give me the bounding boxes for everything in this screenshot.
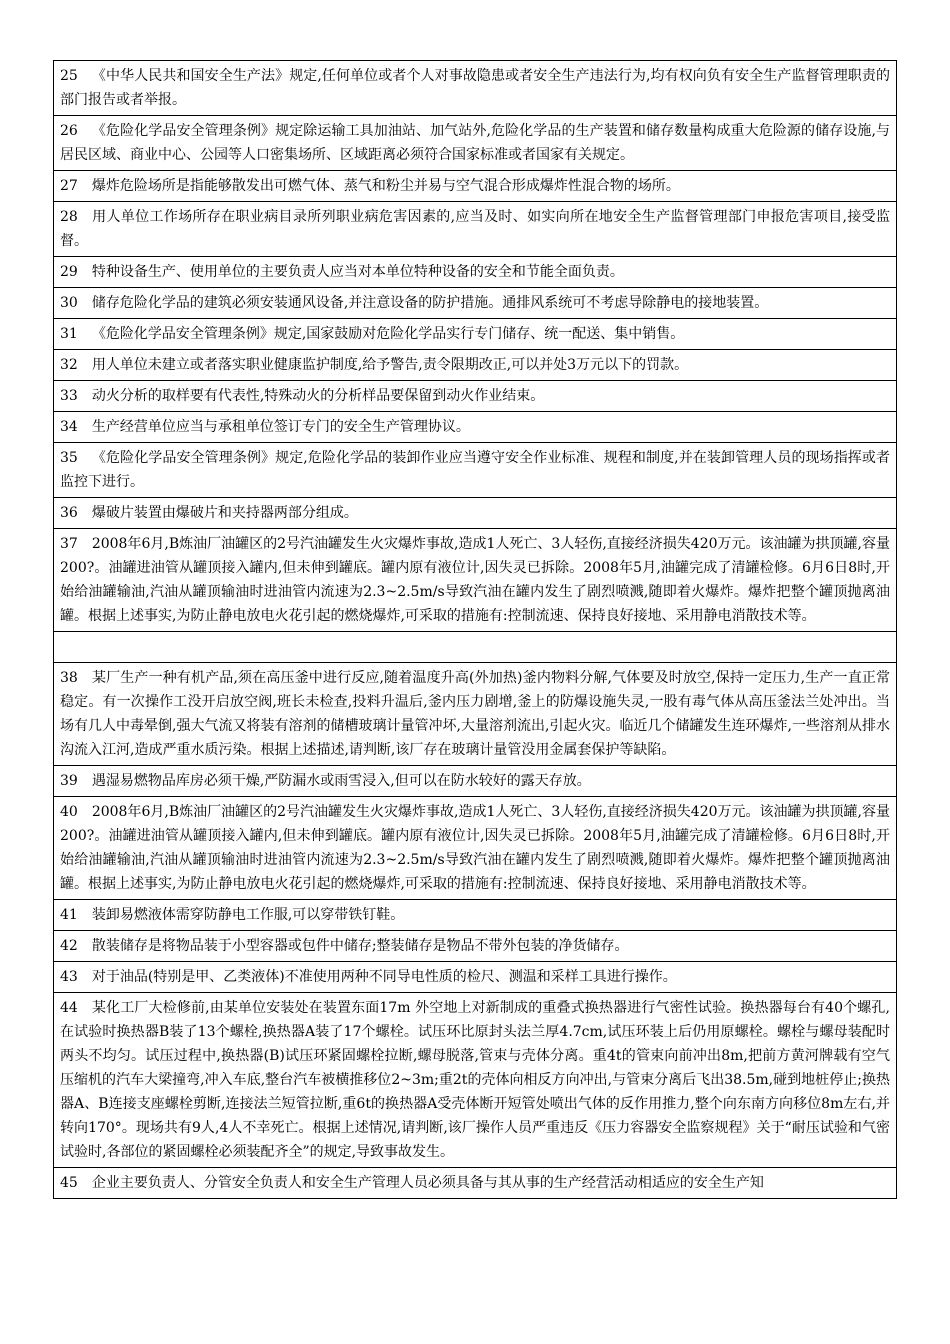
question-row	[54, 766, 897, 797]
question-number: 28	[60, 209, 78, 225]
question-text: 《中华人民共和国安全生产法》规定,任何单位或者个人对事故隐患或者安全生产违法行为,均有权向负有安全生产监督管理职责的部门报告或者举报。	[60, 68, 890, 108]
question-cell	[54, 632, 897, 663]
question-number: 29	[60, 264, 78, 280]
question-number: 43	[60, 969, 78, 985]
question-text: 用人单位工作场所存在职业病目录所列职业病危害因素的,应当及时、如实向所在地安全生产监督管理部门申报危害项目,接受监督。	[60, 209, 890, 249]
question-cell	[54, 350, 897, 381]
question-text: 2008年6月,B炼油厂油罐区的2号汽油罐发生火灾爆炸事故,造成1人死亡、3人轻伤,直接经济损失420万元。该油罐为拱顶罐,容量200?。油罐进油管从罐顶接入罐内,但未伸到罐底。罐内原有液位计,因失灵已拆除。2008年5月,油罐完成了清罐检修。6月6日8时,开始给油罐输油,汽油从罐顶输油时进油管内流速为2.3~2.5m/s导致汽油在罐内发生了剧烈喷溅,随即着火爆炸。爆炸把整个罐顶抛离油罐。根据上述事实,为防止静电放电火花引起的燃烧爆炸,可采取的措施有:控制流速、保持良好接地、采用静电消散技术等。	[60, 804, 890, 892]
question-row	[54, 257, 897, 288]
question-cell	[54, 171, 897, 202]
question-text: 对于油品(特别是甲、乙类液体)不准使用两种不同导电性质的检尺、测温和采样工具进行操作。	[91, 969, 677, 985]
question-cell	[54, 381, 897, 412]
question-cell	[54, 412, 897, 443]
question-cell	[54, 1168, 897, 1199]
question-number: 31	[60, 326, 78, 342]
question-text: 2008年6月,B炼油厂油罐区的2号汽油罐发生火灾爆炸事故,造成1人死亡、3人轻伤,直接经济损失420万元。该油罐为拱顶罐,容量200?。油罐进油管从罐顶接入罐内,但未伸到罐底。罐内原有液位计,因失灵已拆除。2008年5月,油罐完成了清罐检修。6月6日8时,开始给油罐输油,汽油从罐顶输油时进油管内流速为2.3~2.5m/s导致汽油在罐内发生了剧烈喷溅,随即着火爆炸。爆炸把整个罐顶抛离油罐。根据上述事实,为防止静电放电火花引起的燃烧爆炸,可采取的措施有:控制流速、保持良好接地、采用静电消散技术等。	[60, 536, 890, 624]
question-text: 储存危险化学品的建筑必须安装通风设备,并注意设备的防护措施。通排风系统可不考虑导除静电的接地装置。	[91, 295, 769, 311]
question-row	[54, 632, 897, 663]
question-row	[54, 116, 897, 171]
question-cell	[54, 663, 897, 766]
question-row	[54, 412, 897, 443]
question-row	[54, 900, 897, 931]
question-cell	[54, 443, 897, 498]
question-text: 某化工厂大检修前,由某单位安装处在装置东面17m 外空地上对新制成的重叠式换热器进行气密性试验。换热器每台有40个螺孔,在试验时换热器B装了13个螺栓,换热器A装了17个螺栓。试压环比原封头法兰厚4.7cm,试压环装上后仍用原螺栓。螺栓与螺母装配时两头不均匀。试压过程中,换热器(B)试压环紧固螺栓拉断,螺母脱落,管束与壳体分离。重4t的管束向前冲出8m,把前方黄河牌载有空气压缩机的汽车大梁撞弯,冲入车底,整台汽车被横推移位2~3m;重2t的壳体向相反方向冲出,与管束分离后飞出38.5m,碰到地桩停止;换热器A、B连接支座螺栓剪断,连接法兰短管拉断,重6t的换热器A受壳体断开短管处喷出气体的反作用推力,整个向东南方向移位8m左右,并转向170°。现场共有9人,4人不幸死亡。根据上述情况,请判断,该厂操作人员严重违反《压力容器安全监察规程》关于“耐压试验和气密试验时,各部位的紧固螺栓必须装配齐全”的规定,导致事故发生。	[60, 1000, 890, 1160]
question-cell	[54, 931, 897, 962]
question-rows	[54, 61, 897, 1199]
question-number: 32	[60, 357, 78, 373]
question-number: 33	[60, 388, 78, 404]
question-number: 34	[60, 419, 78, 435]
question-cell	[54, 900, 897, 931]
question-cell	[54, 257, 897, 288]
question-row	[54, 443, 897, 498]
question-text: 生产经营单位应当与承租单位签订专门的安全生产管理协议。	[91, 419, 470, 435]
question-cell	[54, 202, 897, 257]
question-row	[54, 663, 897, 766]
question-number: 45	[60, 1175, 78, 1191]
question-row	[54, 288, 897, 319]
question-number: 30	[60, 295, 78, 311]
question-row	[54, 61, 897, 116]
question-text: 企业主要负责人、分管安全负责人和安全生产管理人员必须具备与其从事的生产经营活动相适应的安全生产知	[91, 1175, 764, 1191]
question-cell	[54, 319, 897, 350]
question-number: 41	[60, 907, 78, 923]
question-row	[54, 202, 897, 257]
question-row	[54, 498, 897, 529]
question-number: 27	[60, 178, 78, 194]
question-number: 39	[60, 773, 78, 789]
question-cell	[54, 116, 897, 171]
question-text: 装卸易燃液体需穿防静电工作服,可以穿带铁钉鞋。	[91, 907, 405, 923]
question-row	[54, 381, 897, 412]
question-number: 40	[60, 804, 78, 820]
question-cell	[54, 993, 897, 1168]
question-text: 散装储存是将物品装于小型容器或包件中储存;整装储存是物品不带外包装的净货储存。	[91, 938, 629, 954]
question-cell	[54, 61, 897, 116]
question-cell	[54, 529, 897, 632]
question-number: 44	[60, 1000, 78, 1016]
question-number: 26	[60, 123, 78, 139]
question-cell	[54, 498, 897, 529]
true-false-question-table	[53, 60, 897, 1199]
question-row	[54, 1168, 897, 1199]
question-text: 遇湿易燃物品库房必须干燥,严防漏水或雨雪浸入,但可以在防水较好的露天存放。	[91, 773, 591, 789]
question-text: 《危险化学品安全管理条例》规定,国家鼓励对危险化学品实行专门储存、统一配送、集中销售。	[91, 326, 685, 342]
question-number: 37	[60, 536, 78, 552]
question-row	[54, 993, 897, 1168]
question-number: 25	[60, 68, 78, 84]
question-row	[54, 529, 897, 632]
question-text: 爆破片装置由爆破片和夹持器两部分组成。	[91, 505, 358, 521]
question-row	[54, 171, 897, 202]
question-number: 35	[60, 450, 78, 466]
question-cell	[54, 797, 897, 900]
question-number: 38	[60, 670, 78, 686]
question-number: 36	[60, 505, 78, 521]
question-cell	[54, 766, 897, 797]
question-cell	[54, 288, 897, 319]
question-row	[54, 319, 897, 350]
question-row	[54, 350, 897, 381]
question-text: 特种设备生产、使用单位的主要负责人应当对本单位特种设备的安全和节能全面负责。	[91, 264, 624, 280]
question-row	[54, 797, 897, 900]
question-row	[54, 962, 897, 993]
question-row	[54, 931, 897, 962]
question-cell	[54, 962, 897, 993]
question-text: 某厂生产一种有机产品,须在高压釜中进行反应,随着温度升高(外加热)釜内物料分解,气体要及时放空,保持一定压力,生产一直正常稳定。有一次操作工没开启放空阀,班长未检查,投料升温后,釜内压力剧增,釜上的防爆设施失灵,一股有毒气体从高压釜法兰处冲出。当场有几人中毒晕倒,强大气流又将装有溶剂的储槽玻璃计量管冲坏,大量溶剂流出,引起火灾。临近几个储罐发生连环爆炸,一些溶剂从排水沟流入江河,造成严重水质污染。根据上述描述,请判断,该厂存在玻璃计量管没用金属套保护等缺陷。	[60, 670, 890, 758]
question-number: 42	[60, 938, 78, 954]
question-text: 《危险化学品安全管理条例》规定,危险化学品的装卸作业应当遵守安全作业标准、规程和制度,并在装卸管理人员的现场指挥或者监控下进行。	[60, 450, 890, 490]
question-text: 爆炸危险场所是指能够散发出可燃气体、蒸气和粉尘并易与空气混合形成爆炸性混合物的场所。	[91, 178, 680, 194]
question-text: 动火分析的取样要有代表性,特殊动火的分析样品要保留到动火作业结束。	[91, 388, 545, 404]
question-table-page	[53, 60, 897, 1344]
question-text: 用人单位未建立或者落实职业健康监护制度,给予警告,责令限期改正,可以并处3万元以下的罚款。	[91, 357, 689, 373]
question-text: 《危险化学品安全管理条例》规定除运输工具加油站、加气站外,危险化学品的生产装置和储存数量构成重大危险源的储存设施,与居民区域、商业中心、公园等人口密集场所、区域距离必须符合国家标准或者国家有关规定。	[60, 123, 890, 163]
